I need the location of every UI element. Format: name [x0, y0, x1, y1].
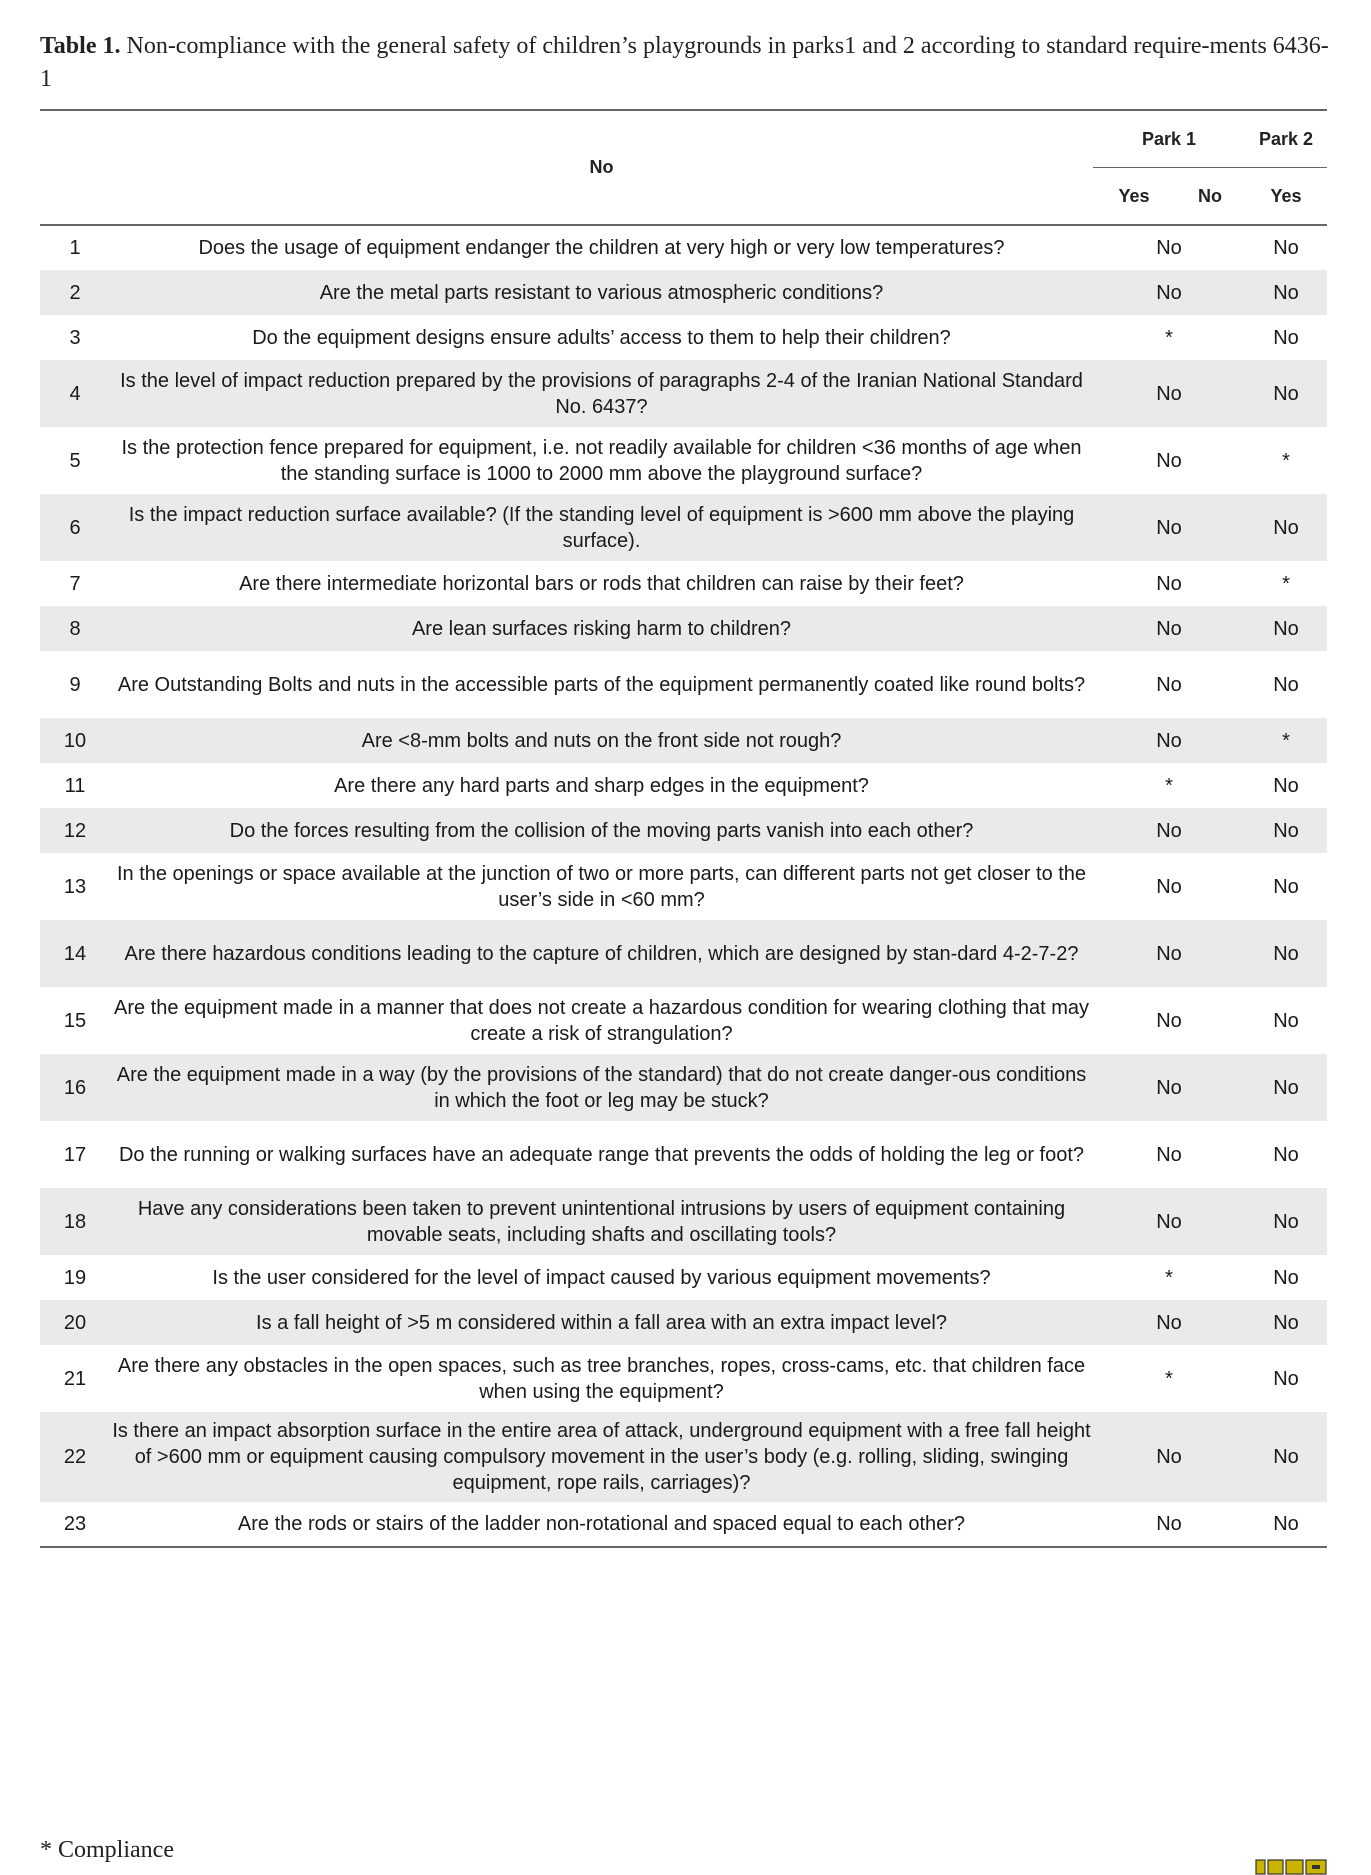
caption-text: Non-compliance with the general safety of children’s playgrounds in parks1 and 2 according to standard require-ments 6436-1 — [40, 33, 1329, 92]
header-park1-no: No — [1198, 185, 1222, 206]
row-question: Are there any obstacles in the open spaces, such as tree branches, ropes, cross-cams, etc. that children face when using the equipment? — [117, 1354, 1086, 1403]
row-question: Are lean surfaces risking harm to children? — [110, 606, 1093, 651]
park1-result: No — [1093, 1300, 1245, 1345]
row-number: 5 — [69, 449, 81, 472]
row-number: 9 — [69, 673, 81, 696]
row-number: 14 — [40, 920, 110, 987]
row-number: 6 — [40, 494, 110, 561]
park1-result: No — [1156, 572, 1182, 595]
header-park2-yes: Yes — [1270, 185, 1302, 206]
table-row — [40, 1300, 1327, 1345]
row-question: Are Outstanding Bolts and nuts in the accessible parts of the equipment permanently coated like round bolts? — [117, 673, 1086, 696]
row-question: Do the running or walking surfaces have an adequate range that prevents the odds of holding the leg or foot? — [118, 1143, 1085, 1166]
row-question: Are the equipment made in a way (by the provisions of the standard) that do not create danger-ous conditions in which the foot or leg may be stuck? — [110, 1054, 1093, 1121]
park2-result: No — [1273, 1143, 1299, 1166]
park2-result: No — [1245, 920, 1327, 987]
row-question: Do the equipment designs ensure adults’ access to them to help their children? — [252, 326, 951, 349]
row-question: Is the protection fence prepared for equipment, i.e. not readily available for children <36 months of age when the standing surface is 1000 to 2000 mm above the playground surface? — [121, 436, 1082, 485]
table-row — [40, 1255, 1327, 1300]
park1-result: * — [1165, 774, 1173, 797]
row-question: Is the level of impact reduction prepared by the provisions of paragraphs 2-4 of the Iranian National Standard No. 6437? — [110, 360, 1093, 427]
park1-result: No — [1156, 237, 1182, 259]
park1-result: No — [1093, 270, 1245, 315]
row-question: Are there hazardous conditions leading to the capture of children, which are designed by stan-dard 4-2-7-2? — [110, 920, 1093, 987]
park1-result: * — [1165, 1266, 1173, 1289]
row-question: Are <8-mm bolts and nuts on the front side not rough? — [110, 718, 1093, 763]
table-row — [40, 763, 1327, 808]
park2-result: No — [1273, 673, 1299, 696]
park1-result: No — [1156, 875, 1182, 898]
compliance-table — [40, 109, 1327, 1548]
park2-result: No — [1245, 1188, 1327, 1255]
row-number: 1 — [69, 237, 81, 259]
park2-result: No — [1273, 326, 1299, 349]
park2-result: No — [1245, 1054, 1327, 1121]
row-number: 22 — [40, 1412, 110, 1502]
table-row — [40, 1502, 1327, 1547]
park2-result: No — [1245, 360, 1327, 427]
park1-result: No — [1093, 808, 1245, 853]
table-row — [40, 1345, 1327, 1412]
header-no: No — [589, 157, 614, 177]
table-row — [40, 494, 1327, 561]
table-row — [40, 1412, 1327, 1502]
park1-result: No — [1156, 1009, 1182, 1032]
park1-result: No — [1093, 360, 1245, 427]
park2-result: * — [1282, 572, 1290, 595]
row-question: Are the rods or stairs of the ladder non-rotational and spaced equal to each other? — [237, 1513, 966, 1535]
park1-result: No — [1093, 1412, 1245, 1502]
row-number: 17 — [63, 1143, 87, 1166]
row-question: Have any considerations been taken to prevent unintentional intrusions by users of equipment containing movable seats, including shafts and oscillating tools? — [110, 1188, 1093, 1255]
table-row — [40, 225, 1327, 270]
header-park1-yes: Yes — [1118, 185, 1150, 206]
table-row — [40, 360, 1327, 427]
park2-result: No — [1245, 606, 1327, 651]
table-body — [40, 225, 1327, 1547]
table-row — [40, 651, 1327, 718]
header-park2: Park 2 — [1245, 110, 1327, 168]
park2-result: No — [1273, 1266, 1299, 1289]
row-number: 11 — [64, 774, 86, 797]
park1-result: No — [1156, 1513, 1182, 1535]
table-row — [40, 1188, 1327, 1255]
row-number: 21 — [63, 1367, 87, 1390]
table-row — [40, 987, 1327, 1054]
park2-result: No — [1245, 1300, 1327, 1345]
table-caption — [40, 30, 1330, 96]
row-question: Is the impact reduction surface available? (If the standing level of equipment is >600 mm above the playing surface). — [110, 494, 1093, 561]
park1-result: No — [1093, 1054, 1245, 1121]
park1-result: No — [1156, 449, 1182, 472]
row-number: 10 — [40, 718, 110, 763]
row-question: Are the equipment made in a manner that does not create a hazardous condition for wearing clothing that may create a risk of strangulation? — [113, 996, 1090, 1045]
park2-result: * — [1245, 718, 1327, 763]
park1-result: * — [1165, 1367, 1173, 1390]
park1-result: * — [1165, 326, 1173, 349]
row-question: Does the usage of equipment endanger the children at very high or very low temperatures? — [198, 237, 1005, 259]
park2-result: No — [1245, 270, 1327, 315]
row-number: 8 — [40, 606, 110, 651]
park2-result: No — [1273, 875, 1299, 898]
row-question: Is the user considered for the level of impact caused by various equipment movements? — [212, 1266, 991, 1289]
row-number: 19 — [63, 1266, 87, 1289]
table-row — [40, 427, 1327, 494]
park2-result: No — [1273, 1367, 1299, 1390]
row-question: Are there intermediate horizontal bars or rods that children can raise by their feet? — [239, 572, 964, 595]
row-question: In the openings or space available at the junction of two or more parts, can different parts not get closer to the user’s side in <60 mm? — [116, 862, 1087, 911]
park1-result: No — [1093, 606, 1245, 651]
row-number: 23 — [63, 1513, 87, 1535]
table-row — [40, 315, 1327, 360]
park2-result: No — [1273, 1009, 1299, 1032]
table-row — [40, 808, 1327, 853]
park1-result: No — [1156, 1143, 1182, 1166]
row-question: Are there any hard parts and sharp edges in the equipment? — [334, 774, 869, 797]
table-row — [40, 920, 1327, 987]
row-number: 13 — [63, 875, 87, 898]
row-number: 2 — [40, 270, 110, 315]
journal-logo — [1254, 1858, 1330, 1875]
park1-result: No — [1093, 718, 1245, 763]
row-question: Is a fall height of >5 m considered within a fall area with an extra impact level? — [110, 1300, 1093, 1345]
park1-result: No — [1093, 494, 1245, 561]
row-number: 15 — [63, 1009, 87, 1032]
table-row — [40, 561, 1327, 606]
park2-result: No — [1245, 808, 1327, 853]
row-number: 12 — [40, 808, 110, 853]
park2-result: No — [1273, 774, 1299, 797]
row-question: Is there an impact absorption surface in the entire area of attack, underground equipment with a free fall height of >600 mm or equipment causing compulsory movement in the user’s body (e.g. rolling, sliding, swinging equipment, rope rails, carriages)? — [110, 1412, 1093, 1502]
footnote: * Compliance — [40, 1837, 174, 1863]
caption-label: Table 1. — [40, 33, 121, 59]
park2-result: * — [1282, 449, 1290, 472]
park2-result: No — [1273, 237, 1299, 259]
row-number: 4 — [40, 360, 110, 427]
park2-result: No — [1245, 1412, 1327, 1502]
park1-result: No — [1156, 673, 1182, 696]
table-row — [40, 1054, 1327, 1121]
row-number: 18 — [40, 1188, 110, 1255]
row-number: 3 — [69, 326, 81, 349]
park1-result: No — [1093, 920, 1245, 987]
park2-result: No — [1245, 494, 1327, 561]
table-row — [40, 718, 1327, 763]
table-row — [40, 606, 1327, 651]
park2-result: No — [1273, 1513, 1299, 1535]
row-number: 16 — [40, 1054, 110, 1121]
row-question: Are the metal parts resistant to various atmospheric conditions? — [110, 270, 1093, 315]
table-row — [40, 270, 1327, 315]
park1-result: No — [1093, 1188, 1245, 1255]
row-question: Do the forces resulting from the collision of the moving parts vanish into each other? — [110, 808, 1093, 853]
row-number: 20 — [40, 1300, 110, 1345]
row-number: 7 — [69, 572, 81, 595]
table-row — [40, 853, 1327, 920]
header-park1: Park 1 — [1093, 110, 1245, 168]
table-row — [40, 1121, 1327, 1188]
